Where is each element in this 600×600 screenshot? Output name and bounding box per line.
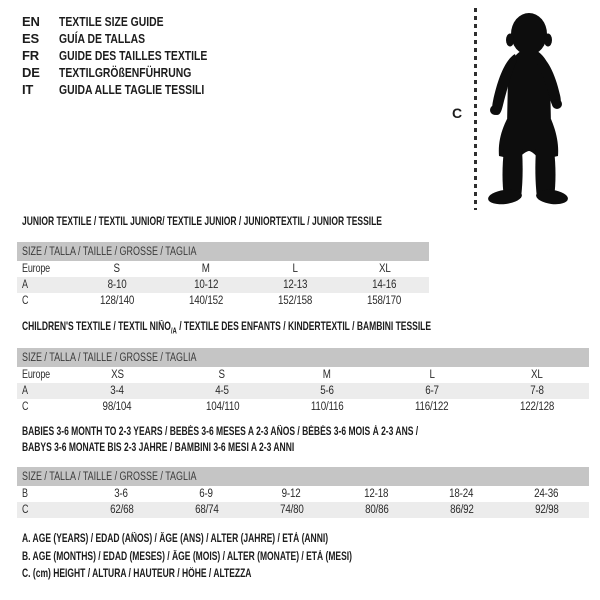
age-cell: 7-8	[484, 383, 589, 399]
height-cell: 158/170	[367, 295, 402, 307]
language-guide-title: GUÍA DE TALLAS	[59, 31, 146, 46]
language-code: IT	[22, 82, 34, 97]
table-row-europe	[17, 367, 589, 383]
language-row-it	[22, 81, 244, 98]
children-size-table	[17, 348, 589, 415]
language-row-es	[22, 30, 244, 47]
age-cell: 3-4	[65, 383, 170, 399]
junior-table-title: JUNIOR TEXTILE / TEXTIL JUNIOR/ TEXTILE JUNIOR / JUNIORTEXTIL / JUNIOR TESSILE	[22, 216, 382, 228]
language-row-fr	[22, 47, 244, 64]
height-measure-label: C	[452, 105, 463, 121]
babies-table-title: BABIES 3-6 MONTH TO 2-3 YEARS / BEBÉS 3-6 MESES A 2-3 AÑOS / BÉBÉS 3-6 MOIS À 2-3 ANS / BABYS 3-6 MONATE BIS 2-3 JAHRE / BAMBINI 3-6 MESI A 2-3 ANNI	[22, 426, 419, 454]
size-cell: XL	[378, 263, 391, 275]
language-guide-title: GUIDE DES TAILLES TEXTILE	[59, 48, 208, 63]
size-cell: L	[429, 369, 435, 381]
height-cell: 68/74	[164, 502, 249, 518]
table-row-height	[17, 293, 429, 309]
height-measure-dashed-line	[474, 8, 477, 210]
height-cell: 122/128	[519, 401, 554, 413]
size-header-bar: SIZE / TALLA / TAILLE / GRÖSSE / TAGLIA	[17, 242, 429, 261]
height-cell: 92/98	[504, 502, 589, 518]
table-row-height	[17, 399, 589, 415]
size-cell: M	[323, 369, 331, 381]
language-code: EN	[22, 14, 40, 29]
age-cell: 12-13	[251, 277, 340, 293]
language-code: FR	[22, 48, 39, 63]
height-cell: 74/80	[249, 502, 334, 518]
age-cell: 6-9	[199, 488, 214, 500]
size-cell: XS	[111, 369, 124, 381]
junior-size-table	[17, 242, 429, 309]
table-row-age	[17, 383, 589, 399]
size-header-row	[17, 467, 589, 486]
age-cell: 18-24	[449, 488, 474, 500]
height-cell: 80/86	[334, 502, 419, 518]
age-cell: 8-10	[72, 277, 161, 293]
size-header-bar: SIZE / TALLA / TAILLE / GRÖSSE / TAGLIA	[17, 348, 589, 367]
language-row-en	[22, 13, 244, 30]
babies-size-table	[17, 467, 589, 518]
size-header-bar: SIZE / TALLA / TAILLE / GRÖSSE / TAGLIA	[17, 467, 589, 486]
legend-age-years: A. AGE (YEARS) / EDAD (AÑOS) / ÂGE (ANS) / ALTER (JAHRE) / ETÀ (ANNI)	[22, 533, 329, 545]
height-cell: 86/92	[419, 502, 504, 518]
language-title-list	[22, 13, 244, 98]
height-cell: 110/116	[310, 401, 344, 413]
nino-a-subscript: /A	[170, 326, 177, 336]
age-cell: 9-12	[282, 488, 301, 500]
size-header-row	[17, 348, 589, 367]
measurement-legend	[22, 531, 468, 584]
row-label: A	[17, 277, 72, 293]
children-table-title: CHILDREN'S TEXTILE / TEXTIL $NIÑO_{/A}$ / TEXTILE DES ENFANTS / KINDERTEXTIL / BAMBINI TESSILE	[22, 321, 432, 336]
age-cell: 14-16	[340, 277, 429, 293]
height-cell: 140/152	[188, 295, 223, 307]
language-guide-title: TEXTILE SIZE GUIDE	[59, 14, 164, 29]
size-cell: L	[292, 263, 298, 275]
height-cell: 152/158	[278, 295, 313, 307]
height-cell: 62/68	[79, 502, 164, 518]
row-label: C	[22, 295, 29, 307]
row-label: Europe	[22, 263, 50, 275]
age-cell: 4-5	[170, 383, 275, 399]
age-cell: 6-7	[379, 383, 484, 399]
height-cell: 128/140	[99, 295, 134, 307]
size-cell: XL	[530, 369, 543, 381]
table-row-height	[17, 502, 589, 518]
row-label: A	[17, 383, 65, 399]
table-row-age	[17, 277, 429, 293]
language-code: ES	[22, 31, 39, 46]
language-code: DE	[22, 65, 40, 80]
age-cell: 10-12	[161, 277, 250, 293]
height-cell: 104/110	[205, 401, 239, 413]
size-header-row	[17, 242, 429, 261]
size-cell: S	[219, 369, 226, 381]
size-cell: M	[201, 263, 210, 275]
language-row-de	[22, 64, 244, 81]
row-label: C	[22, 401, 29, 413]
row-label: Europe	[22, 369, 50, 381]
row-label: B	[22, 488, 28, 500]
row-label: C	[17, 502, 79, 518]
language-guide-title: TEXTILGRÖßENFÜHRUNG	[59, 65, 192, 80]
age-cell: 3-6	[114, 488, 129, 500]
legend-age-months: B. AGE (MONTHS) / EDAD (MESES) / ÂGE (MOIS) / ALTER (MONATE) / ETÀ (MESI)	[22, 550, 352, 563]
height-cell: 98/104	[102, 401, 132, 413]
legend-height-cm: C. (cm) HEIGHT / ALTURA / HAUTEUR / HÖHE / ALTEZZA	[22, 568, 252, 580]
table-row-age-months	[17, 486, 589, 502]
size-cell: S	[113, 263, 120, 275]
age-cell: 5-6	[275, 383, 380, 399]
table-row-europe	[17, 261, 429, 277]
age-cell: 12-18	[364, 488, 389, 500]
language-guide-title: GUIDA ALLE TAGLIE TESSILI	[59, 82, 205, 97]
age-cell: 24-36	[534, 488, 559, 500]
height-cell: 116/122	[415, 401, 449, 413]
toddler-silhouette-image	[482, 9, 568, 207]
